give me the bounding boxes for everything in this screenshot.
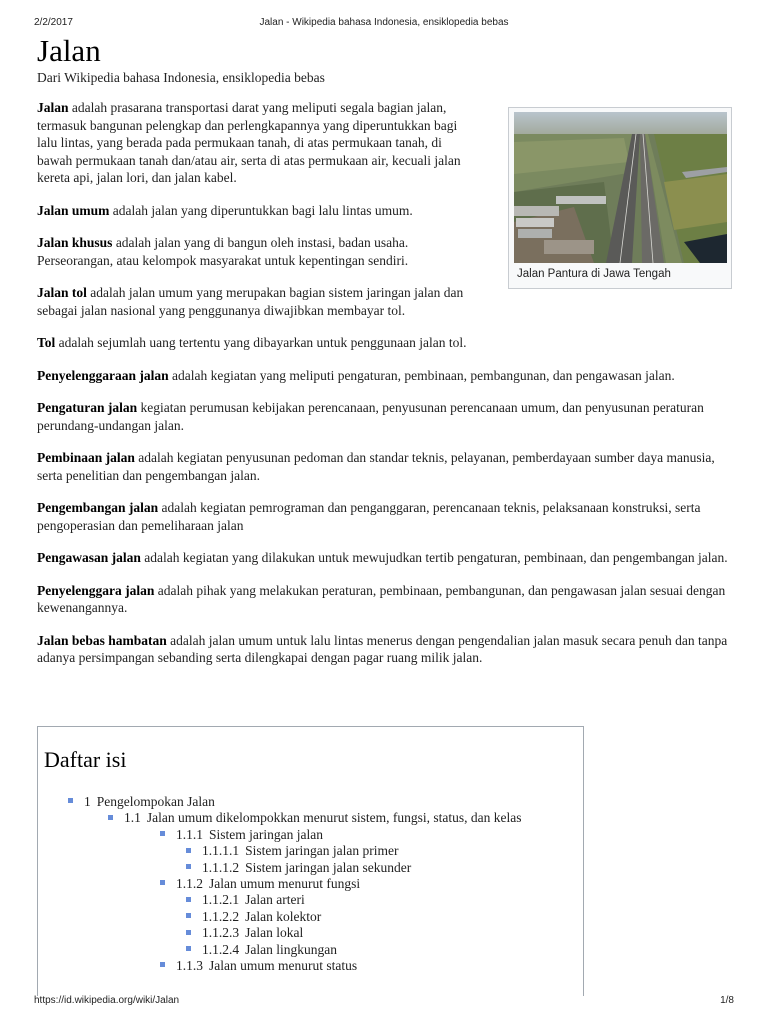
- toc-label[interactable]: Jalan umum dikelompokkan menurut sistem, fungsi, status, dan kelas: [146, 810, 522, 826]
- article-body: [37, 99, 737, 682]
- toc-number: 1.1.2.4: [202, 941, 240, 957]
- toc-label[interactable]: Jalan umum menurut fungsi: [209, 876, 361, 891]
- article-paragraph: [37, 399, 737, 434]
- print-footer: [34, 995, 734, 1009]
- toc-item[interactable]: [160, 876, 360, 892]
- article-paragraph: [37, 334, 737, 352]
- toc-label[interactable]: Sistem jaringan jalan primer: [245, 843, 399, 859]
- article-paragraph: [37, 549, 737, 567]
- bullet-icon: [186, 848, 191, 853]
- print-header: [34, 17, 734, 31]
- toc-item[interactable]: [108, 810, 521, 826]
- article-paragraph: [37, 499, 737, 534]
- article-paragraph: [37, 284, 479, 319]
- print-page-title: Jalan - Wikipedia bahasa Indonesia, ensiklopedia bebas: [259, 17, 509, 28]
- page-title: Jalan: [37, 33, 101, 68]
- toc-item[interactable]: [186, 843, 398, 859]
- toc-number: 1.1.2.3: [202, 925, 240, 941]
- article-paragraph: [37, 632, 737, 667]
- article-paragraph: [37, 99, 479, 187]
- bullet-icon: [186, 864, 191, 869]
- toc-item[interactable]: [186, 942, 337, 958]
- defined-term: Penyelenggara jalan: [37, 582, 155, 598]
- toc-number: 1: [84, 794, 91, 809]
- toc-number: 1.1.2.2: [202, 908, 240, 924]
- bullet-icon: [160, 880, 165, 885]
- bullet-icon: [186, 930, 191, 935]
- defined-term: Jalan umum: [37, 202, 110, 218]
- defined-term: Jalan: [37, 100, 69, 115]
- toc-number: 1.1.2.1: [202, 892, 240, 908]
- toc-item[interactable]: [160, 958, 357, 974]
- toc-label[interactable]: Jalan kolektor: [245, 908, 322, 924]
- toc-label[interactable]: Jalan lokal: [245, 925, 304, 941]
- toc-item[interactable]: [160, 827, 323, 843]
- definition-text: adalah sejumlah uang tertentu yang dibayarkan untuk penggunaan jalan tol.: [55, 335, 467, 350]
- toc-item[interactable]: [68, 794, 215, 810]
- table-of-contents: [37, 726, 584, 996]
- defined-term: Pembinaan jalan: [37, 450, 135, 465]
- toc-number: 1.1.2: [176, 876, 203, 891]
- toc-number: 1.1.1.1: [202, 843, 240, 859]
- definition-text: adalah jalan yang diperuntukkan bagi lalu lintas umum.: [109, 202, 413, 218]
- defined-term: Pengembangan jalan: [37, 500, 159, 515]
- toc-label[interactable]: Jalan lingkungan: [245, 941, 337, 957]
- definition-text: adalah jalan umum yang merupakan bagian sistem jaringan jalan dan sebagai jalan nasional yang penggunanya diwajibkan membayar tol.: [37, 285, 464, 318]
- bullet-icon: [68, 798, 73, 803]
- print-date: 2/2/2017: [34, 17, 73, 28]
- defined-term: Jalan tol: [37, 285, 87, 300]
- article-paragraph: [37, 202, 479, 220]
- definition-text: adalah prasarana transportasi darat yang meliputi segala bagian jalan, termasuk bangunan pelengkap dan perlengkapannya yang diperuntukkan bagi lalu lintas, yang berada pada permukaan tanah, di atas permukaan tanah, di bawah permukaan tanah dan/atau air, serta di atas permukaan air, kecuali jalan kereta api, jalan lori, dan jalan kabel.: [37, 100, 461, 185]
- toc-label[interactable]: Jalan arteri: [245, 892, 305, 908]
- bullet-icon: [186, 946, 191, 951]
- definition-text: adalah kegiatan yang meliputi pengaturan, pembinaan, pembangunan, dan pengawasan jalan.: [168, 367, 675, 383]
- bullet-icon: [108, 815, 113, 820]
- thumbnail-caption: Jalan Pantura di Jawa Tengah: [517, 268, 671, 280]
- definition-text: kegiatan perumusan kebijakan perencanaan, penyusunan perencanaan umum, dan penyusunan peraturan perundang-undangan jalan.: [37, 400, 704, 433]
- definition-text: adalah jalan umum untuk lalu lintas menerus dengan pengendalian jalan masuk secara penuh dan tanpa adanya persimpangan sebanding serta dilengkapai dengan pagar ruang milik jalan.: [37, 632, 728, 665]
- definition-text: adalah jalan yang di bangun oleh instasi, badan usaha. Perseorangan, atau kelompok masyarakat untuk kepentingan sendiri.: [37, 235, 409, 268]
- print-page-number: 1/8: [720, 995, 734, 1006]
- article-paragraph: [37, 449, 737, 484]
- bullet-icon: [186, 897, 191, 902]
- article-paragraph: [37, 367, 737, 385]
- toc-label[interactable]: Pengelompokan Jalan: [96, 794, 215, 809]
- toc-label[interactable]: Jalan umum menurut status: [209, 958, 358, 973]
- toc-label[interactable]: Sistem jaringan jalan: [209, 826, 323, 842]
- toc-number: 1.1.3: [176, 958, 203, 973]
- bullet-icon: [160, 831, 165, 836]
- toc-number: 1.1.1.2: [202, 859, 240, 875]
- toc-item[interactable]: [186, 925, 303, 941]
- definition-text: adalah kegiatan penyusunan pedoman dan standar teknis, pelayanan, pemberdayaan sumber daya manusia, serta penelitian dan pengembangan jalan.: [37, 450, 715, 483]
- bullet-icon: [160, 962, 165, 967]
- defined-term: Pengawasan jalan: [37, 550, 141, 565]
- definition-text: adalah kegiatan pemrograman dan penganggaran, perencanaan teknis, pelaksanaan konstruksi, serta pengoperasian dan pemeliharaan jalan: [37, 500, 701, 533]
- toc-item[interactable]: [186, 860, 411, 876]
- page-subtitle: Dari Wikipedia bahasa Indonesia, ensiklopedia bebas: [37, 70, 325, 85]
- defined-term: Pengaturan jalan: [37, 400, 138, 415]
- print-url: https://id.wikipedia.org/wiki/Jalan: [34, 995, 180, 1006]
- toc-item[interactable]: [186, 892, 305, 908]
- definition-text: adalah pihak yang melakukan peraturan, pembinaan, pembangunan, dan pengawasan jalan sesuai dengan kewenangannya.: [37, 582, 726, 615]
- bullet-icon: [186, 913, 191, 918]
- defined-term: Jalan bebas hambatan: [37, 632, 167, 648]
- toc-number: 1.1.1: [176, 826, 203, 842]
- article-paragraph: [37, 234, 479, 269]
- toc-item[interactable]: [186, 909, 321, 925]
- defined-term: Penyelenggaraan jalan: [37, 367, 169, 383]
- toc-label[interactable]: Sistem jaringan jalan sekunder: [245, 859, 412, 875]
- defined-term: Tol: [37, 335, 56, 350]
- definition-text: adalah kegiatan yang dilakukan untuk mewujudkan tertib pengaturan, pembinaan, dan pengembangan jalan.: [140, 550, 728, 565]
- article-paragraph: [37, 582, 737, 617]
- defined-term: Jalan khusus: [37, 235, 113, 250]
- toc-number: 1.1: [124, 810, 141, 826]
- toc-title: Daftar isi: [44, 747, 127, 772]
